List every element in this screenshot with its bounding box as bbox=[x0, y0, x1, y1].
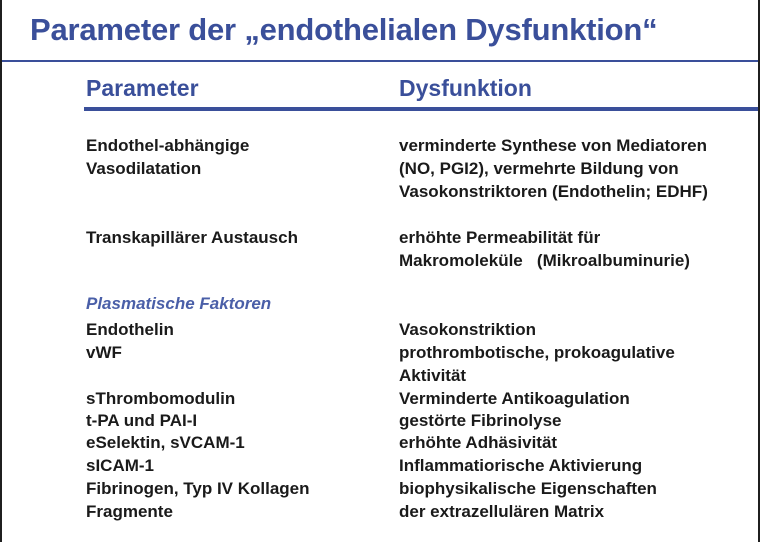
parameter-line: Transkapillärer Austausch bbox=[86, 228, 298, 247]
dysfunction-line: gestörte Fibrinolyse bbox=[399, 411, 562, 430]
dysfunction-line: erhöhte Adhäsivität bbox=[399, 433, 558, 452]
dysfunction-cell bbox=[399, 226, 759, 272]
parameter-cell bbox=[86, 134, 386, 180]
dysfunction-cell bbox=[399, 134, 759, 203]
dysfunction-cell bbox=[399, 431, 759, 454]
parameter-cell bbox=[86, 341, 386, 364]
dysfunction-line: (NO, PGI2), vermehrte Bildung von bbox=[399, 159, 679, 178]
dysfunction-cell bbox=[399, 387, 759, 410]
section-label: Plasmatische Faktoren bbox=[86, 294, 272, 313]
dysfunction-line: Makromoleküle (Mikroalbuminurie) bbox=[399, 251, 690, 270]
dysfunction-line: prothrombotische, prokoagulative bbox=[399, 343, 675, 362]
parameter-line: sThrombomodulin bbox=[86, 389, 236, 408]
title-divider bbox=[2, 60, 758, 62]
parameter-line: Endothelin bbox=[86, 320, 174, 339]
dysfunction-line: der extrazellulären Matrix bbox=[399, 502, 605, 521]
parameter-line: vWF bbox=[86, 343, 122, 362]
parameter-line: eSelektin, sVCAM-1 bbox=[86, 433, 245, 452]
parameter-cell bbox=[86, 318, 386, 341]
parameter-line: sICAM-1 bbox=[86, 456, 155, 475]
dysfunction-cell bbox=[399, 454, 759, 477]
header-divider bbox=[84, 107, 758, 111]
dysfunction-line: Vasokonstriktion bbox=[399, 320, 536, 339]
dysfunction-cell bbox=[399, 477, 759, 523]
parameter-line: Vasodilatation bbox=[86, 159, 202, 178]
dysfunction-line: biophysikalische Eigenschaften bbox=[399, 479, 657, 498]
slide-frame-left bbox=[0, 0, 2, 542]
parameter-line: Endothel-abhängige bbox=[86, 136, 250, 155]
dysfunction-line: Vasokonstriktoren (Endothelin; EDHF) bbox=[399, 182, 708, 201]
dysfunction-line: Aktivität bbox=[399, 366, 467, 385]
parameter-cell bbox=[86, 431, 386, 454]
parameter-line: t-PA und PAI-I bbox=[86, 411, 198, 430]
parameter-cell bbox=[86, 454, 386, 477]
column-header-dysfunction: Dysfunktion bbox=[399, 75, 532, 101]
slide-title: Parameter der „endothelialen Dysfunktion“ bbox=[30, 12, 658, 47]
column-header-parameter: Parameter bbox=[86, 75, 199, 101]
dysfunction-line: erhöhte Permeabilität für bbox=[399, 228, 601, 247]
dysfunction-cell bbox=[399, 409, 759, 432]
dysfunction-line: Verminderte Antikoagulation bbox=[399, 389, 630, 408]
dysfunction-cell bbox=[399, 341, 759, 387]
parameter-line: Fibrinogen, Typ IV Kollagen bbox=[86, 479, 310, 498]
parameter-cell bbox=[86, 387, 386, 410]
parameter-cell bbox=[86, 477, 386, 523]
parameter-cell bbox=[86, 226, 386, 249]
parameter-line: Fragmente bbox=[86, 502, 173, 521]
dysfunction-line: Inflammatiorische Aktivierung bbox=[399, 456, 643, 475]
dysfunction-cell bbox=[399, 318, 759, 341]
parameter-cell bbox=[86, 409, 386, 432]
dysfunction-line: verminderte Synthese von Mediatoren bbox=[399, 136, 707, 155]
